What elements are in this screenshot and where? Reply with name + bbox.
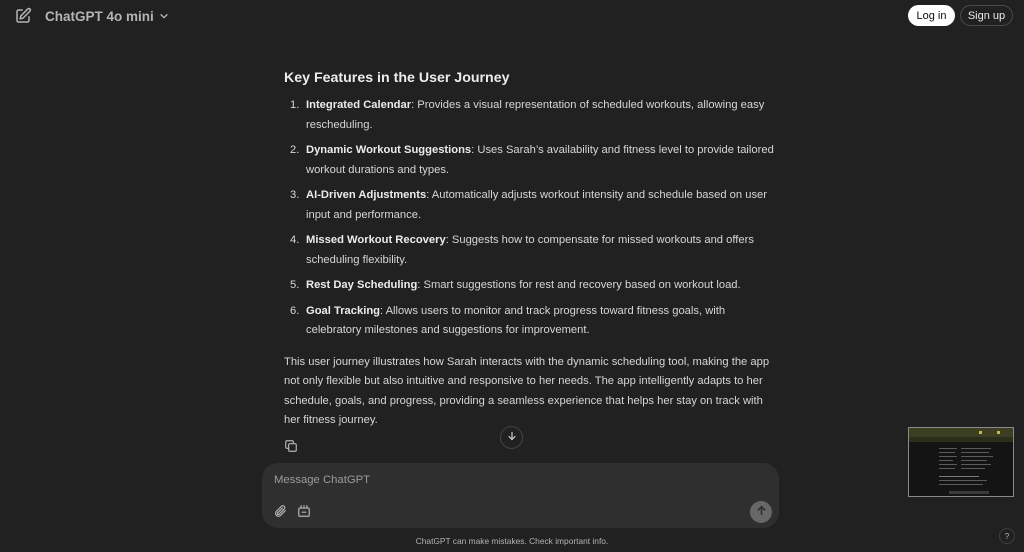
feature-title: Integrated Calendar bbox=[306, 99, 412, 111]
new-chat-icon[interactable] bbox=[14, 7, 32, 25]
list-number: 5. bbox=[290, 279, 300, 291]
composer bbox=[262, 463, 779, 528]
help-button[interactable]: ? bbox=[999, 528, 1015, 544]
thumbnail-line bbox=[961, 456, 993, 457]
feature-text: : Allows users to monitor and track progress toward fitness goals, with celebratory milestones and suggestions for improvement. bbox=[306, 304, 726, 336]
thumbnail-line bbox=[939, 468, 955, 469]
feature-text: : Automatically adjusts workout intensity and schedule based on user input and performance. bbox=[306, 189, 767, 221]
feature-text: : Uses Sarah’s availability and fitness level to provide tailored workout durations and types. bbox=[306, 144, 774, 176]
thumbnail-line bbox=[939, 464, 957, 465]
header bbox=[0, 0, 1024, 32]
feature-text: : Suggests how to compensate for missed workouts and offers scheduling flexibility. bbox=[306, 234, 754, 266]
thumbnail-marker bbox=[997, 431, 1000, 434]
list-item bbox=[284, 186, 780, 225]
login-button[interactable]: Log in bbox=[908, 5, 955, 26]
thumbnail-line bbox=[949, 491, 989, 494]
feature-list bbox=[284, 96, 780, 341]
thumbnail-line bbox=[961, 468, 985, 469]
list-number: 6. bbox=[290, 304, 300, 317]
message-input[interactable] bbox=[274, 472, 714, 488]
model-name: ChatGPT 4o mini bbox=[45, 8, 154, 24]
feature-title: Rest Day Scheduling bbox=[306, 279, 418, 291]
feature-text: : Provides a visual representation of scheduled workouts, allowing easy rescheduling. bbox=[306, 99, 765, 131]
thumbnail-marker bbox=[979, 431, 982, 434]
disclaimer: ChatGPT can make mistakes. Check important info. bbox=[415, 536, 609, 546]
model-selector[interactable] bbox=[45, 6, 169, 26]
thumbnail-line bbox=[961, 460, 987, 461]
list-number: 3. bbox=[290, 189, 300, 201]
thumbnail-line bbox=[961, 448, 991, 449]
list-item bbox=[284, 231, 780, 270]
assistant-message bbox=[284, 68, 780, 431]
thumbnail-line bbox=[961, 452, 989, 453]
feature-title: Missed Workout Recovery bbox=[306, 234, 446, 246]
thumbnail-line bbox=[939, 448, 957, 449]
feature-title: AI-Driven Adjustments bbox=[306, 189, 427, 201]
signup-button[interactable]: Sign up bbox=[960, 5, 1013, 26]
paperclip-icon[interactable] bbox=[273, 504, 287, 518]
list-item bbox=[284, 141, 780, 180]
chevron-down-icon bbox=[159, 9, 169, 24]
list-item bbox=[284, 96, 780, 135]
message-heading: Key Features in the User Journey bbox=[284, 70, 510, 86]
screenshot-thumbnail[interactable] bbox=[908, 427, 1014, 497]
summary-paragraph: This user journey illustrates how Sarah interacts with the dynamic scheduling tool, making the app not only flexible but also intuitive and responsive to her needs. The app intelligently adapts to her schedule, goals, and progress, providing a seamless experience that helps her stay on track with her fitness journey. bbox=[284, 355, 770, 426]
list-item bbox=[284, 302, 780, 341]
tools-icon[interactable] bbox=[297, 504, 311, 518]
thumbnail-line bbox=[939, 484, 983, 485]
thumbnail-line bbox=[961, 464, 991, 465]
send-button[interactable] bbox=[750, 501, 772, 523]
copy-icon[interactable] bbox=[284, 439, 298, 453]
feature-title: Dynamic Workout Suggestions bbox=[306, 144, 472, 156]
scroll-down-button[interactable] bbox=[500, 426, 523, 449]
arrow-up-icon bbox=[755, 504, 768, 520]
arrow-down-icon bbox=[506, 429, 518, 447]
list-number: 1. bbox=[290, 99, 300, 111]
thumbnail-subheader bbox=[909, 437, 1013, 442]
list-number: 2. bbox=[290, 144, 300, 156]
thumbnail-line bbox=[939, 456, 957, 457]
thumbnail-line bbox=[939, 460, 953, 461]
thumbnail-line bbox=[939, 480, 987, 481]
thumbnail-line bbox=[939, 476, 979, 477]
feature-text: : Smart suggestions for rest and recovery based on workout load. bbox=[417, 279, 741, 291]
list-item bbox=[284, 276, 780, 296]
feature-title: Goal Tracking bbox=[306, 304, 380, 317]
list-number: 4. bbox=[290, 234, 300, 246]
thumbnail-line bbox=[939, 452, 955, 453]
